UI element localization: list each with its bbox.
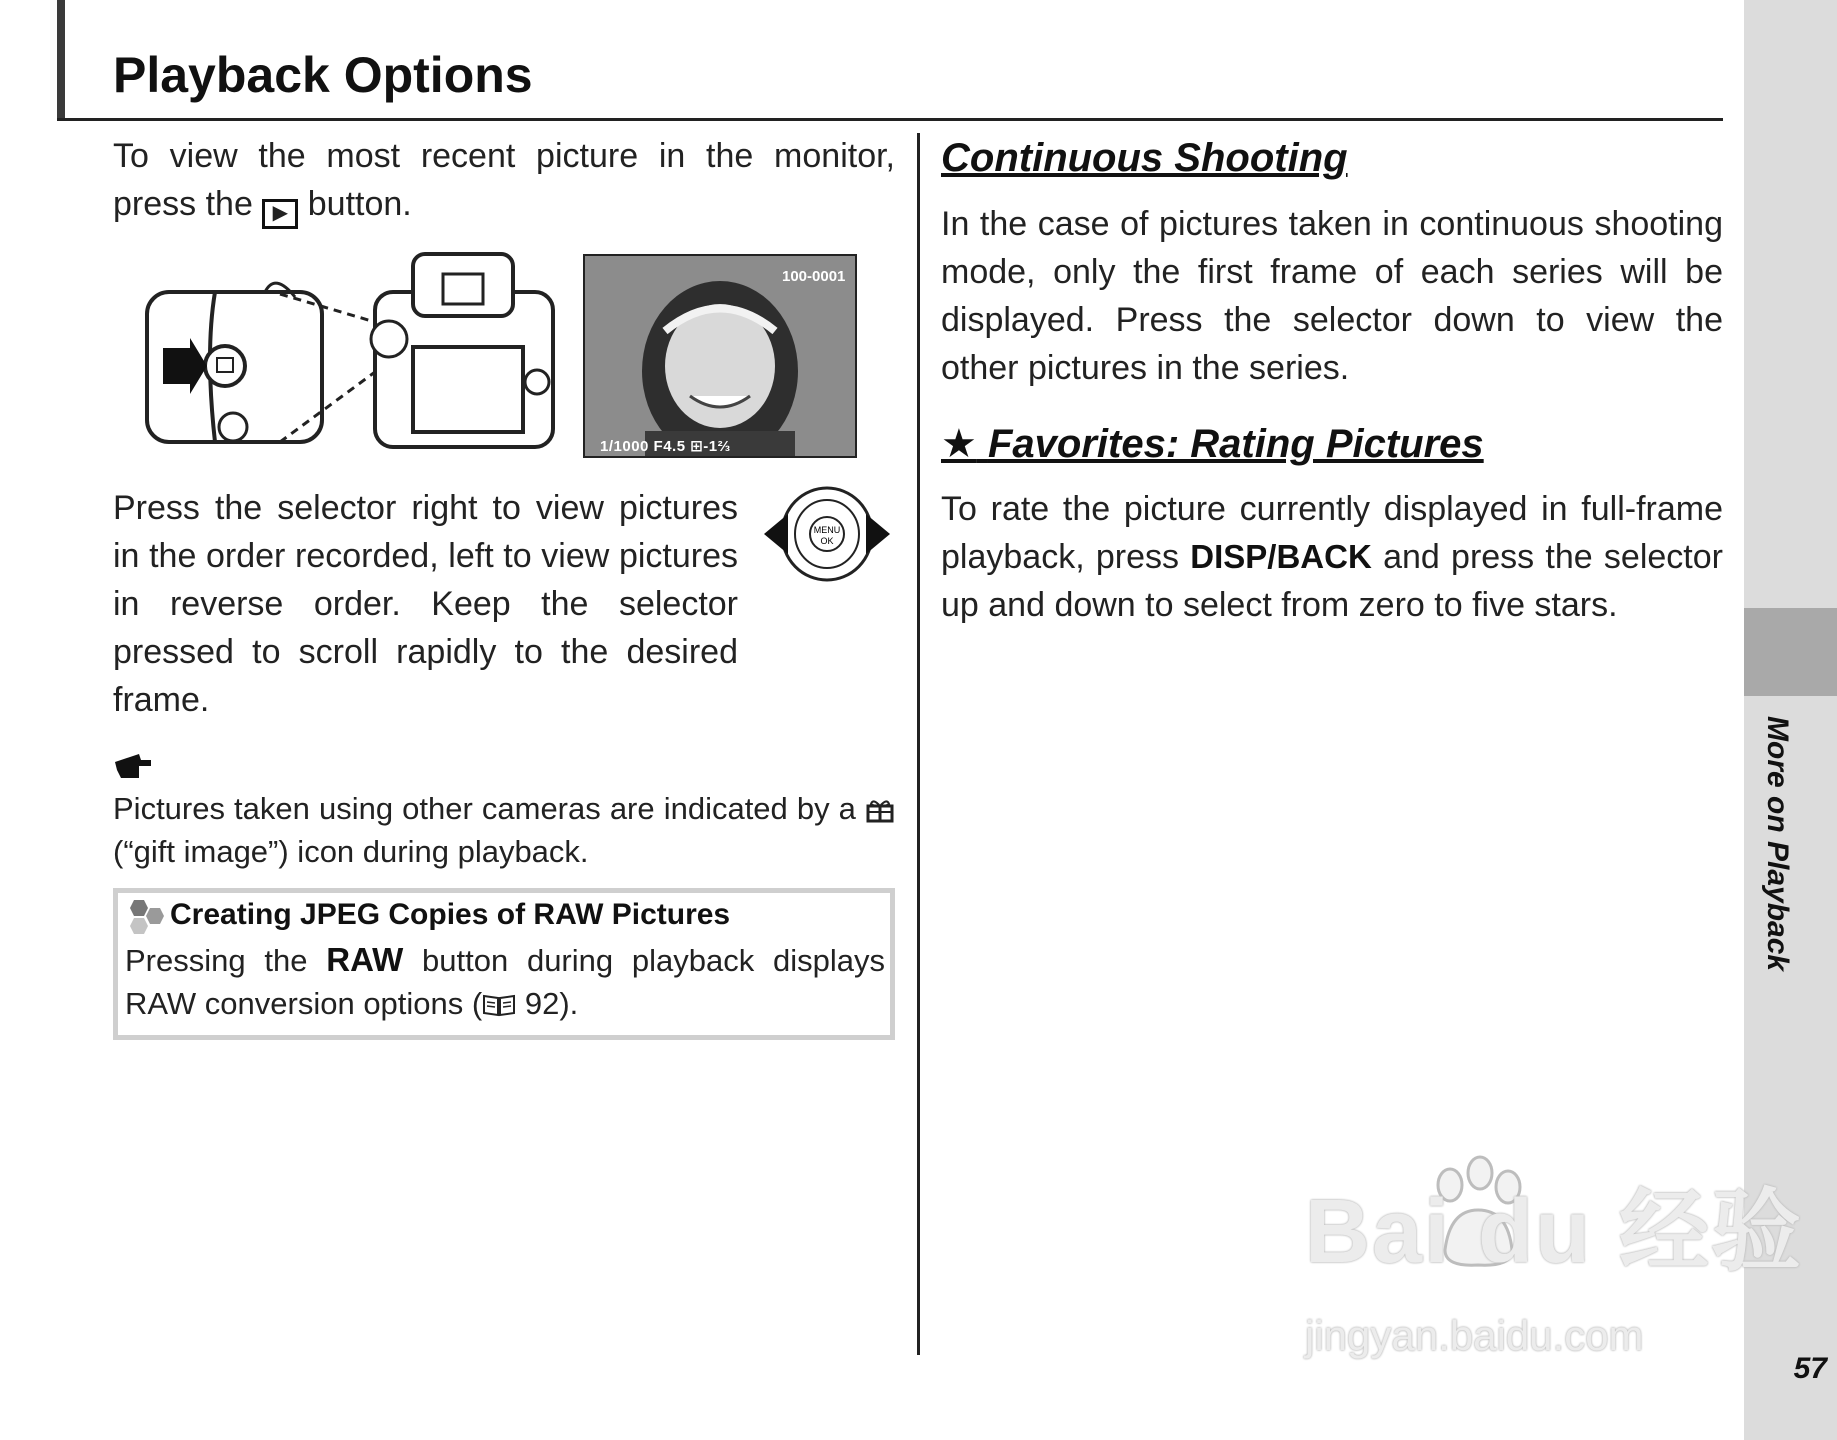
raw-key-label: RAW (326, 941, 404, 978)
svg-text:MENU: MENU (813, 525, 841, 535)
disp-back-key-label: DISP/BACK (1190, 538, 1372, 575)
page-number: 57 (1793, 1352, 1827, 1385)
note-hand-icon (113, 748, 153, 782)
tip-box-text: Pressing the RAW button during playback displays RAW conversion options ( 92). (125, 941, 885, 1021)
sidebar-tab (1744, 608, 1837, 696)
header-accent-bar (57, 0, 65, 120)
selector-icon (762, 484, 892, 584)
note-paragraph: Pictures taken using other cameras are indicated by a (“gift image”) icon during playback. (113, 787, 895, 873)
column-divider (917, 133, 920, 1355)
svg-text:OK: OK (820, 536, 834, 546)
watermark-url: jingyan.baidu.com (1305, 1312, 1644, 1359)
intro-paragraph: To view the most recent picture in the monitor, press the ▶ button. (113, 132, 895, 229)
frame-number: 100-0001 (782, 268, 846, 285)
continuous-shooting-paragraph: In the case of pictures taken in continuous shooting mode, only the first frame of each series will be displayed. Press the selector down to view the other pictures in the series. (941, 205, 1723, 387)
tip-hexagon-icon (124, 898, 166, 936)
gift-icon (865, 797, 895, 823)
page-title: Playback Options (113, 47, 533, 103)
selector-paragraph: Press the selector right to view pictures in the order recorded, left to view pictures in reverse order. Keep the selector pressed to scroll rapidly to the desired frame. (113, 489, 738, 719)
page-reference-book-icon (482, 993, 516, 1017)
continuous-shooting-heading: Continuous Shooting (941, 136, 1348, 180)
favorites-paragraph: To rate the picture currently displayed in full-frame playback, press DISP/BACK and press the selector up and down to select from zero to five stars. (941, 490, 1723, 624)
exposure-info: 1/1000 F4.5 ⊞-1⅔ (600, 438, 731, 455)
playback-button-icon: ▶ (262, 199, 298, 229)
portrait-image (585, 256, 857, 458)
camera-illustration (145, 252, 557, 450)
title-rule (57, 118, 1723, 121)
tip-box-title: Creating JPEG Copies of RAW Pictures (170, 898, 731, 931)
favorites-heading: ★ Favorites: Rating Pictures (941, 422, 1484, 466)
watermark-logo: Bai du 经验 (1305, 1182, 1804, 1282)
section-label: More on Playback (1761, 716, 1794, 972)
star-icon: ★ (941, 422, 977, 466)
